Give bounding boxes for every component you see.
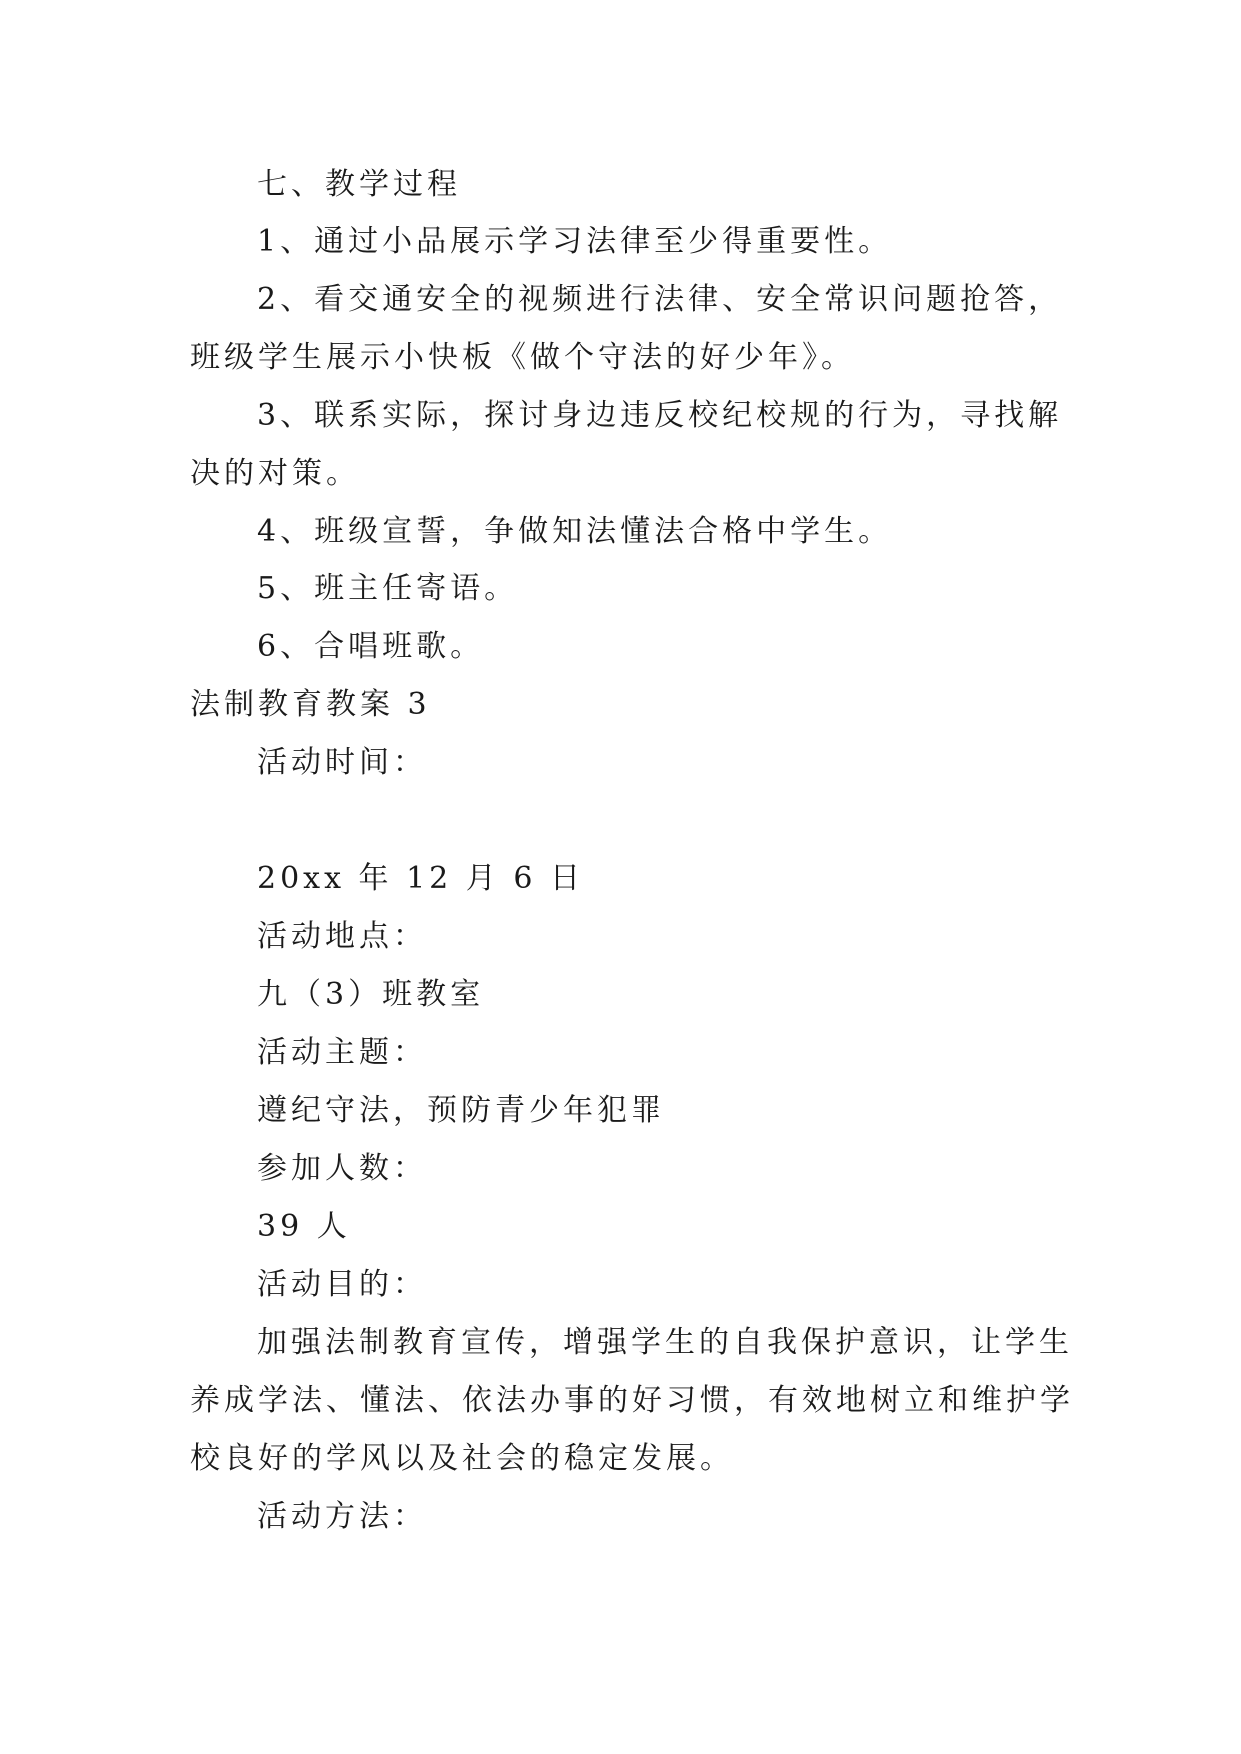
process-step-2: 2、看交通安全的视频进行法律、安全常识问题抢答， (257, 282, 1063, 317)
activity-theme-label: 活动主题： (257, 1035, 427, 1070)
process-step-4: 4、班级宣誓，争做知法懂法合格中学生。 (257, 514, 893, 549)
activity-method-label: 活动方法： (257, 1499, 427, 1534)
activity-time-label: 活动时间： (257, 745, 427, 780)
activity-purpose-label: 活动目的： (257, 1267, 427, 1302)
activity-location-label: 活动地点： (257, 919, 427, 954)
lesson-plan-title: 法制教育教案 3 (190, 687, 431, 722)
process-step-3: 3、联系实际，探讨身边违反校纪校规的行为，寻找解 (257, 398, 1063, 433)
process-step-2-continued: 班级学生展示小快板《做个守法的好少年》。 (190, 340, 855, 375)
activity-purpose-line-2: 养成学法、懂法、依法办事的好习惯，有效地树立和维护学 (190, 1383, 1074, 1418)
activity-purpose-line-1: 加强法制教育宣传，增强学生的自我保护意识，让学生 (257, 1325, 1073, 1360)
process-step-3-continued: 决的对策。 (190, 456, 360, 491)
activity-theme-value: 遵纪守法，预防青少年犯罪 (257, 1093, 665, 1128)
process-step-5: 5、班主任寄语。 (257, 571, 519, 606)
participant-count-value: 39 人 (257, 1209, 351, 1244)
participant-count-label: 参加人数： (257, 1151, 427, 1186)
process-step-1: 1、通过小品展示学习法律至少得重要性。 (257, 224, 893, 259)
activity-location-value: 九（3）班教室 (257, 977, 485, 1012)
activity-time-value: 20xx 年 12 月 6 日 (257, 861, 584, 896)
section-heading-teaching-process: 七、教学过程 (257, 167, 461, 202)
process-step-6: 6、合唱班歌。 (257, 629, 485, 664)
activity-purpose-line-3: 校良好的学风以及社会的稳定发展。 (190, 1441, 734, 1476)
